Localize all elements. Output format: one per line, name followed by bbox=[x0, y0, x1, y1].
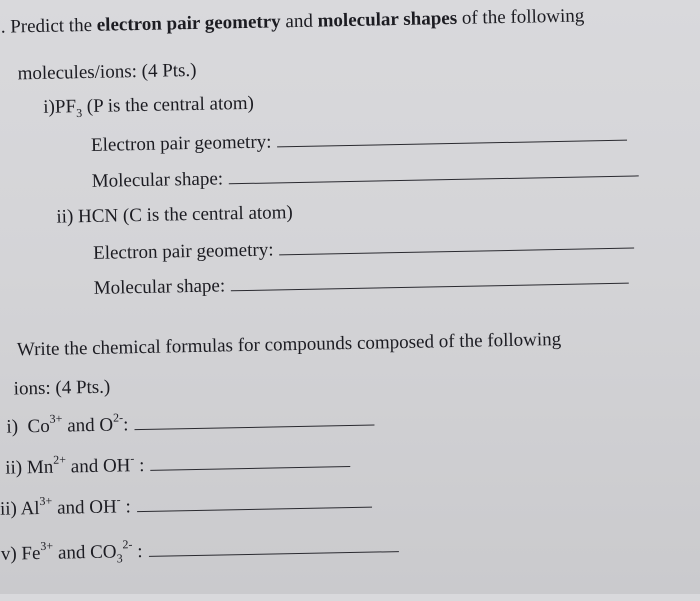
q1-item-2-number: ii) bbox=[56, 206, 74, 228]
q2-item-3-row bbox=[0, 492, 372, 521]
q2-item-2-row bbox=[5, 451, 351, 480]
q1-item-1-formula-subscript: 3 bbox=[76, 105, 83, 121]
q1-item-1-shape-label: Molecular shape: bbox=[91, 168, 224, 192]
q2-item-4-anion-charge: 2- bbox=[122, 536, 133, 552]
q1-title-bold-shapes: molecular shapes bbox=[317, 7, 458, 32]
q2-item-4-answer-line[interactable] bbox=[149, 550, 399, 557]
q2-item-3-cation: Al bbox=[20, 497, 40, 520]
q1-title-line1 bbox=[1, 5, 585, 38]
q1-item-2-geometry-label: Electron pair geometry: bbox=[92, 239, 274, 264]
q1-item-1-shape-row bbox=[92, 160, 640, 193]
q2-item-2-cation: Mn bbox=[26, 456, 54, 479]
q2-item-4-colon: : bbox=[132, 541, 143, 563]
q1-item-1-note: (P is the central atom) bbox=[81, 92, 255, 118]
q1-title-mid: and bbox=[280, 10, 318, 33]
q2-item-3-conjunction: and bbox=[52, 497, 90, 519]
q2-item-3-anion: OH bbox=[89, 496, 117, 519]
q2-item-1-colon: : bbox=[122, 414, 129, 436]
q1-title-start: Predict the bbox=[10, 14, 97, 38]
q1-item-2-geometry-answer-line[interactable] bbox=[280, 247, 635, 256]
q2-item-3-colon: : bbox=[120, 496, 131, 518]
q2-item-2-cation-charge: 2+ bbox=[52, 452, 67, 467]
q2-title-line1: Write the chemical formulas for compounds composed of the following bbox=[16, 328, 562, 361]
q1-item-1-geometry-row bbox=[91, 125, 628, 157]
q1-item-1-number: i) bbox=[43, 96, 56, 118]
q1-prefix: . bbox=[0, 16, 11, 38]
q2-item-1-anion-charge: 2- bbox=[112, 410, 124, 425]
q1-item-2-note: (C is the central atom) bbox=[117, 202, 293, 227]
q2-item-3-cation-charge: 3+ bbox=[39, 493, 53, 508]
q1-item-1-header bbox=[43, 93, 254, 119]
q1-item-2-geometry-row bbox=[93, 233, 635, 265]
q2-item-2-anion: OH bbox=[102, 455, 131, 477]
q2-item-1-anion: O bbox=[99, 414, 114, 436]
q1-item-2-shape-row bbox=[94, 268, 630, 300]
q2-item-2-answer-line[interactable] bbox=[151, 465, 351, 471]
q2-item-1-answer-line[interactable] bbox=[135, 424, 375, 431]
q1-title-end: of the following bbox=[456, 5, 585, 29]
q1-item-2-header bbox=[56, 202, 293, 229]
q1-item-1-geometry-label: Electron pair geometry: bbox=[90, 131, 272, 156]
q1-item-1-geometry-answer-line[interactable] bbox=[278, 139, 628, 148]
q2-item-1-conjunction: and bbox=[62, 414, 100, 437]
q1-title-line2: molecules/ions: (4 Pts.) bbox=[17, 59, 197, 85]
q1-item-1-formula: PF bbox=[54, 96, 77, 118]
q2-title-line2: ions: (4 Pts.) bbox=[13, 376, 111, 400]
q2-item-2-colon: : bbox=[134, 454, 145, 477]
q2-item-1-cation-charge: 3+ bbox=[49, 411, 63, 426]
q2-item-2-anion-charge: - bbox=[130, 450, 135, 465]
q1-item-2-shape-answer-line[interactable] bbox=[231, 282, 629, 292]
q2-item-1-number: i) bbox=[6, 416, 19, 438]
q1-item-2-formula: HCN bbox=[77, 205, 119, 228]
q2-item-4-cation: Fe bbox=[21, 542, 41, 565]
q1-item-2-shape-label: Molecular shape: bbox=[93, 275, 226, 299]
q2-item-2-number: ii) bbox=[5, 457, 23, 479]
q2-item-4-anion-subscript: 3 bbox=[116, 551, 123, 566]
q2-item-4-anion: CO bbox=[89, 541, 117, 564]
q1-item-1-shape-answer-line[interactable] bbox=[229, 174, 639, 184]
q2-item-3-anion-charge: - bbox=[116, 492, 121, 507]
q2-item-3-answer-line[interactable] bbox=[137, 506, 372, 513]
q2-item-2-conjunction: and bbox=[65, 455, 104, 478]
q2-item-3-number: ii) bbox=[0, 498, 18, 520]
q2-item-1-cation: Co bbox=[27, 415, 50, 438]
q2-item-4-row bbox=[1, 536, 399, 566]
q2-item-4-cation-charge: 3+ bbox=[40, 538, 54, 553]
q2-item-4-conjunction: and bbox=[53, 542, 91, 564]
q2-item-1-row bbox=[6, 410, 374, 439]
q2-item-4-number: v) bbox=[0, 543, 17, 565]
q1-title-bold-geometry: electron pair geometry bbox=[96, 11, 281, 36]
